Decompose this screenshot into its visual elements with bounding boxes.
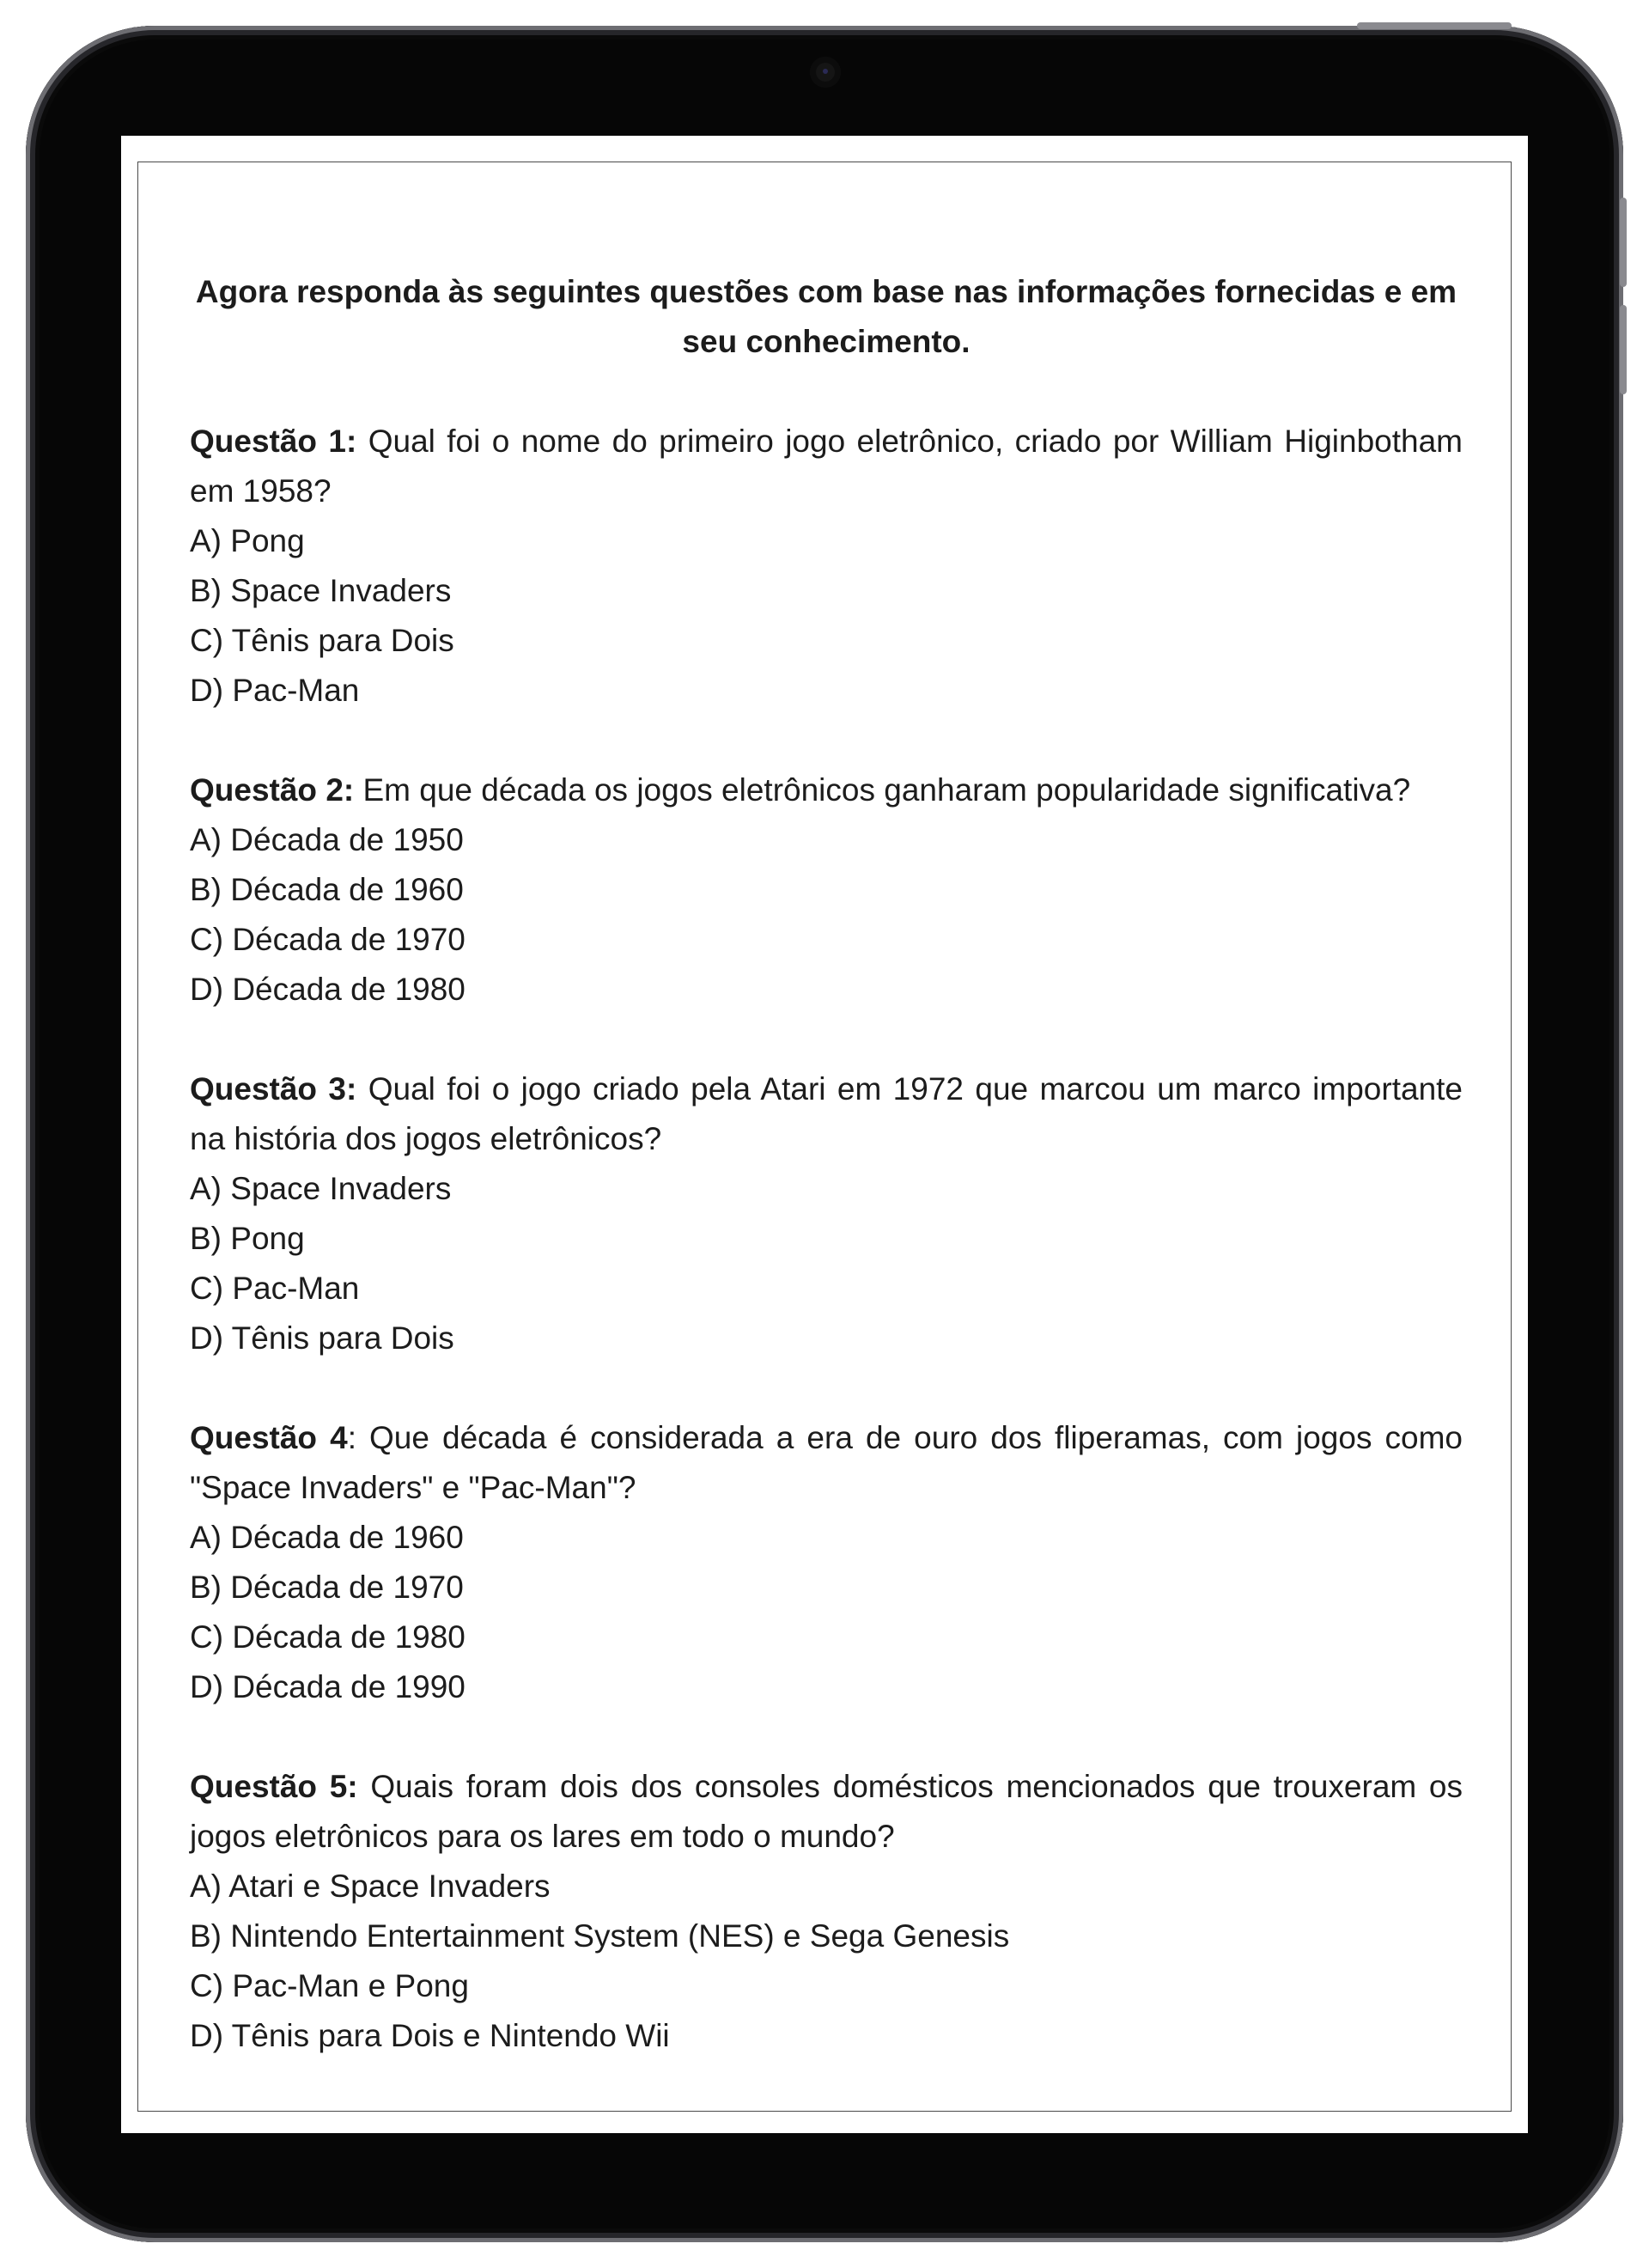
option-c: C) Tênis para Dois [190,623,454,658]
option-d: D) Pac-Man [190,673,360,708]
option-a: A) Década de 1960 [190,1520,464,1555]
option-b: B) Década de 1970 [190,1570,464,1605]
volume-up-button [1620,198,1627,287]
question-5 [190,1762,1463,2061]
option-c: C) Pac-Man [190,1271,360,1306]
option-c: C) Década de 1980 [190,1619,465,1655]
question-number: Questão 1: [190,424,357,459]
question-1 [190,417,1463,716]
question-text: : Que década é considerada a era de ouro dos fliperamas, com jogos como "Space Invaders" e "Pac-Man"? [190,1420,1463,1505]
option-b: B) Pong [190,1221,305,1256]
option-d: D) Tênis para Dois [190,1320,454,1356]
question-number: Questão 5: [190,1769,358,1804]
instructions-heading: Agora responda às seguintes questões com base nas informações fornecidas e em seu conhecimento. [195,274,1457,359]
question-stem [190,1762,1463,1862]
question-text: Qual foi o nome do primeiro jogo eletrônico, criado por William Higinbotham em 1958? [190,424,1463,509]
option-d: D) Década de 1980 [190,972,465,1007]
option-d: D) Década de 1990 [190,1669,465,1704]
option-a: A) Atari e Space Invaders [190,1869,551,1904]
option-c: C) Década de 1970 [190,922,465,957]
camera-lens [823,69,828,74]
question-4 [190,1413,1463,1712]
question-text: Qual foi o jogo criado pela Atari em 1972 que marcou um marco importante na história dos jogos eletrônicos? [190,1071,1463,1156]
document-content [190,267,1463,2111]
option-c: C) Pac-Man e Pong [190,1968,469,2003]
option-a: A) Pong [190,523,305,558]
question-text: Quais foram dois dos consoles domésticos mencionados que trouxeram os jogos eletrônicos para os lares em todo o mundo? [190,1769,1463,1854]
question-number: Questão 4 [190,1420,348,1455]
option-b: B) Década de 1960 [190,872,464,907]
option-a: A) Space Invaders [190,1171,452,1206]
question-stem [190,1064,1463,1164]
question-2 [190,765,1463,1015]
question-stem [190,417,1463,516]
question-3 [190,1064,1463,1363]
option-d: D) Tênis para Dois e Nintendo Wii [190,2018,670,2053]
question-number: Questão 2: [190,772,355,808]
tablet-screen[interactable] [121,136,1528,2133]
volume-down-button [1620,305,1627,394]
question-number: Questão 3: [190,1071,357,1107]
question-text: Em que década os jogos eletrônicos ganharam popularidade significativa? [354,772,1411,808]
power-button [1357,22,1512,29]
option-b: B) Space Invaders [190,573,452,608]
question-stem [190,1413,1463,1513]
option-a: A) Década de 1950 [190,822,464,857]
option-b: B) Nintendo Entertainment System (NES) e Sega Genesis [190,1918,1010,1954]
question-stem [190,765,1463,815]
